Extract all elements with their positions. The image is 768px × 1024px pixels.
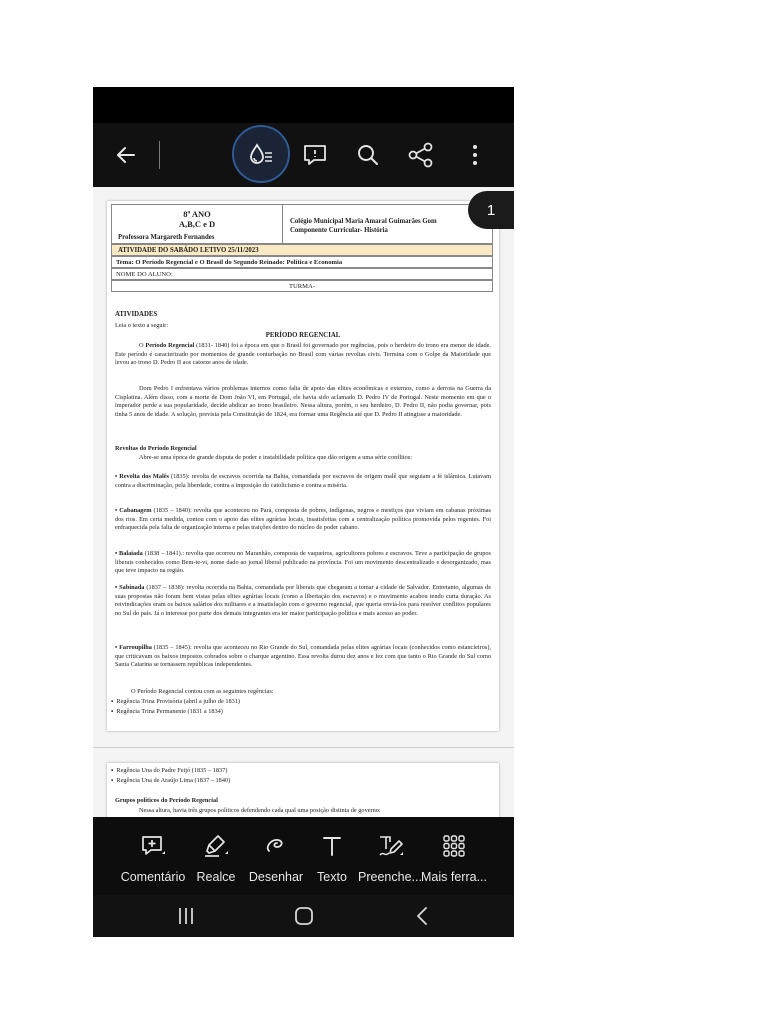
instruction-text: Leia o texto a seguir: <box>115 322 169 329</box>
revolt-sabinada <box>115 584 491 618</box>
pdf-page-1[interactable] <box>107 201 499 731</box>
para1-bold: Período Regencial <box>145 342 195 349</box>
revolt-males <box>115 473 491 490</box>
text-icon <box>319 833 345 859</box>
comment-tool-label: Comentário <box>120 870 186 884</box>
liquid-mode-icon <box>247 141 275 169</box>
revolt-balaiada <box>115 550 491 576</box>
header-table <box>111 204 493 244</box>
regency-item: ▪ Regência Trina Provisória (abril a julho de 1831) <box>111 698 241 705</box>
header-left-cell <box>112 205 283 243</box>
search-icon <box>356 143 380 167</box>
more-tools-button[interactable] <box>419 817 489 895</box>
comment-add-icon <box>140 833 166 859</box>
activity-row <box>111 244 493 256</box>
subject-name: Componente Curricular- História <box>290 227 388 234</box>
groups-heading: Grupos políticos do Período Regencial <box>115 797 218 804</box>
student-name-row <box>111 268 493 280</box>
revolt-text: (1837 – 1838): revolta ocorrida na Bahia, comandada por liberais que chegaram a tomar a cidade de Salvador. Entretanto, algumas de suas propostas não foram bem vistas pelas elites agrárias locais (como a libertação dos escravos) e o movimento acabou tendo curta duração. As reivindicações eram os baixos salários dos militares e a insatisfação com o governo regencial, que queria enviá-los para resolver conflitos populares no Sul do país. Já o interesse por parte dos demais integrantes era ter maior participação política e mais acesso ao poder. <box>115 584 492 617</box>
page-separator <box>93 747 514 748</box>
phone-screen <box>93 87 514 937</box>
activity-title: ATIVIDADE DO SABÁDO LETIVO 25/11/2023 <box>118 246 259 254</box>
share-button[interactable] <box>397 123 445 187</box>
page-indicator-badge[interactable]: 1 <box>468 191 514 229</box>
text-tool-label: Texto <box>317 870 347 884</box>
status-bar <box>93 87 514 123</box>
system-back-button[interactable] <box>392 895 452 937</box>
pdf-page-2[interactable] <box>107 763 499 817</box>
draw-icon <box>263 833 289 859</box>
system-navigation-bar <box>93 895 514 937</box>
regency-item-text: Regência Trina Permanente (1831 a 1834) <box>116 708 223 715</box>
class-row <box>111 280 493 292</box>
paragraph-2: Dom Pedro I enfrentava vários problemas internos como falta de apoio das elites econômicas e externos, como a derrota na Guerra da Cisplatina. Além disso, com a morte de Dom João VI, em Portugal, ele havia sido aclamado D. Pedro IV de Portugal. Neste momento em que o imperador perde a sua popularidade, decide abdicar ao trono brasileiro. Nessa altura, porém, o seu herdeiro, D. Pedro II, não podia governar, pois tinha 5 anos de idade. A solução, prevista pela Constituição de 1824, era formar uma Regência até que D. Pedro II atingisse a maioridade. <box>115 385 491 418</box>
regencies-intro: O Período Regencial contou com as seguintes regências: <box>131 688 274 695</box>
revolt-text: (1835): revolta de escravos ocorrida na Bahia, comandada por escravos de origem malê que seguiam a fé islâmica. Lutavam contra a discriminação, pela liberdade, contra a imposição do catolicismo e contra a miséria. <box>115 473 491 489</box>
teacher-name: Professora Margareth Fernandes <box>118 234 215 241</box>
classes-label: A,B,C e D <box>178 219 216 229</box>
revolt-farroupilha <box>115 644 491 670</box>
more-vertical-icon <box>471 143 479 167</box>
recent-apps-icon <box>176 906 196 926</box>
share-icon <box>408 142 434 168</box>
grade-label: 8º ANO <box>183 209 211 219</box>
revolt-name: • Cabanagem <box>115 507 152 514</box>
comments-panel-button[interactable] <box>291 123 339 187</box>
revolt-name: • Revolta dos Malês <box>115 473 169 480</box>
para1-lead: O <box>139 342 146 349</box>
highlight-tool-label: Realce <box>196 870 236 884</box>
revoltas-intro: Abre-se uma época de grande disputa de poder e instabilidade política que dão origem a uma série conflitos: <box>139 454 412 461</box>
revolt-text: (1835 – 1840): revolta que aconteceu no Pará, composta de pobres, indígenas, negros e mestiços que viviam em cabanas próximas dos rios. Em certa medida, contou com o apoio das elites agrárias locais, insatisfeitas com a centralização política promovida pelos regentes. Foi enfraquecida pela falta de organização interna e pelas traições dentro do núcleo de poder cabano. <box>115 507 492 532</box>
revolt-name: • Sabinada <box>115 584 145 591</box>
recent-apps-button[interactable] <box>156 895 216 937</box>
comment-tool-button[interactable] <box>118 817 188 895</box>
back-button[interactable] <box>102 123 150 187</box>
back-arrow-icon <box>114 143 138 167</box>
regency-item: ▪ Regência Trina Permanente (1831 a 1834) <box>111 708 223 715</box>
more-tools-grid-icon <box>441 833 467 859</box>
class-label: TURMA- <box>288 282 315 290</box>
theme-row <box>111 256 493 268</box>
chevron-left-icon <box>415 906 429 926</box>
highlighter-icon <box>203 833 229 859</box>
revolt-name: • Balaiada <box>115 550 143 557</box>
revolt-cabanagem <box>115 507 491 533</box>
regency-item-text: Regência Una de Araújo Lima (1837 – 1840) <box>116 777 231 784</box>
fill-sign-tool-label: Preenche... <box>358 870 422 884</box>
theme-text: Tema: O Período Regencial e O Brasil do Segundo Reinado: Política e Economia <box>116 258 343 266</box>
regency-item: ▪ Regência Una de Araújo Lima (1837 – 1840) <box>111 777 231 784</box>
regency-item-text: Regência Una do Padre Feijó (1835 – 1837) <box>116 767 228 774</box>
school-name: Colégio Municipal Maria Amaral Guimarães Gom <box>290 218 437 225</box>
section-title: PERÍODO REGENCIAL <box>265 332 341 339</box>
revolt-text: (1835 – 1845): revolta que aconteceu no Rio Grande do Sul, comandada pelas elites agrárias locais (conhecidos como estancieiros), que criticavam os baixos impostos cobrados sobre o charque argentino. Essa revolta durou dez anos e fez com que tanto o Rio Grande do Sul como Santa Catarina se tornassem repúblicas independentes. <box>115 644 491 669</box>
para1-rest: (1831- 1840) foi a época em que o Brasil foi governado por regências, pois o herdeiro do trono era menor de idade. Este período é caracterizado por momentos de grande conturbação no Brasil com várias revoltas civis. Termina com o Golpe da Maioridade que levou ao trono D. Pedro II aos catorze anos de idade. <box>115 342 491 367</box>
activities-heading: ATIVIDADES <box>115 311 158 318</box>
revoltas-heading: Revoltas do Período Regencial <box>115 445 197 452</box>
search-button[interactable] <box>344 123 392 187</box>
more-options-button[interactable] <box>451 123 499 187</box>
home-icon <box>294 906 314 926</box>
fill-sign-tool-button[interactable] <box>355 817 425 895</box>
draw-tool-label: Desenhar <box>248 870 304 884</box>
paragraph-1 <box>115 342 491 368</box>
comments-icon <box>302 142 328 168</box>
document-viewer[interactable] <box>93 187 514 817</box>
student-name-label: NOME DO ALUNO: <box>116 270 173 278</box>
home-button[interactable] <box>274 895 334 937</box>
fill-sign-icon <box>377 833 405 859</box>
regency-item-text: Regência Trina Provisória (abril a julho de 1831) <box>116 698 241 705</box>
groups-text: Nessa altura, havia três grupos políticos defendendo cada qual uma posição distinta de governo: <box>139 807 381 814</box>
revolt-text: (1838 – 1841).: revolta que ocorreu no Maranhão, composta de vaqueiros, agricultores pobres e escravos. Teve a participação de grupos liberais conhecidos como Bem-te-vi, nome dado ao jornal liberal publicado na província. Foi um movimento descentralizado e desorganizado, mas que teve impacto na região. <box>115 550 491 575</box>
regency-item: ▪ Regência Una do Padre Feijó (1835 – 1837) <box>111 767 228 774</box>
more-tools-label: Mais ferra... <box>421 870 487 884</box>
bottom-toolbar <box>93 817 514 895</box>
toolbar-divider <box>159 141 160 169</box>
liquid-mode-icon-wrap[interactable] <box>237 123 285 187</box>
top-toolbar <box>93 123 514 187</box>
revolt-name: • Farroupilha <box>115 644 152 651</box>
